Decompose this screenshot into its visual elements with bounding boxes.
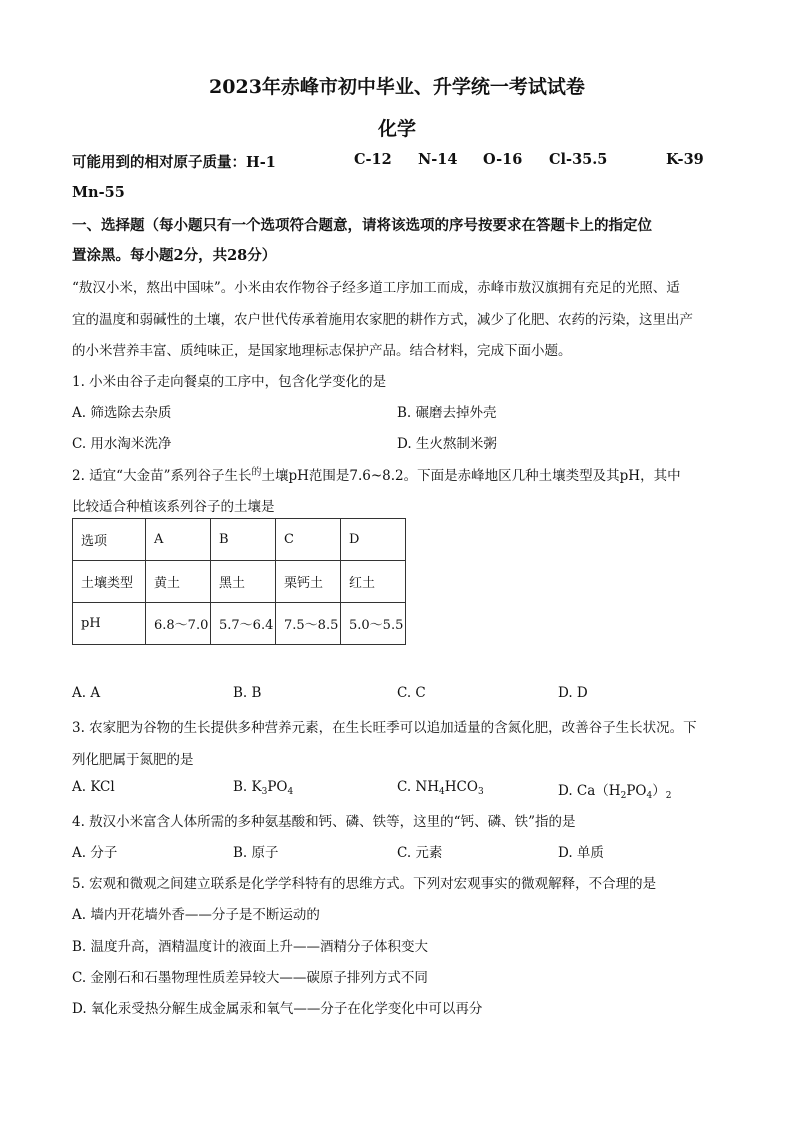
q3-option-b: B. $K_3PO_4$ <box>233 779 294 797</box>
q4-stem: 4. 敖汉小米富含人体所需的多种氨基酸和钙、磷、铁等，这里的“钙、磷、铁”指的是 <box>72 814 576 830</box>
q5-option-a: A. 墙内开花墙外香——分子是不断运动的 <box>72 907 320 923</box>
atomic-mass-k: K-39 <box>666 151 704 168</box>
q3-option-c: C. $NH_4HCO_3$ <box>397 779 484 797</box>
q1-option-b: B. 碾磨去掉外壳 <box>397 405 497 421</box>
table-cell: 5.7～6.4 <box>211 603 276 645</box>
exam-title: 2023年赤峰市初中毕业、升学统一考试试卷 <box>209 76 585 98</box>
q5-option-c: C. 金刚石和石墨物理性质差异较大——碳原子排列方式不同 <box>72 970 428 986</box>
table-cell: D <box>341 519 406 561</box>
q5-option-d: D. 氧化汞受热分解生成金属汞和氧气——分子在化学变化中可以再分 <box>72 1001 483 1017</box>
q4-option-d: D. 单质 <box>558 845 604 861</box>
table-row <box>73 603 406 645</box>
atomic-mass-cl: Cl-35.5 <box>549 151 608 168</box>
section-heading-line2: 置涂黑。每小题2分，共28分） <box>72 247 277 264</box>
table-cell: 6.8～7.0 <box>146 603 211 645</box>
q2-option-b: B. B <box>233 685 262 701</box>
q2-option-c: C. C <box>397 685 426 701</box>
subject-title: 化学 <box>377 118 416 140</box>
q1-option-d: D. 生火熬制米粥 <box>397 436 497 452</box>
q2-stem-line2: 比较适合种植该系列谷子的土壤是 <box>72 499 275 515</box>
q3-option-a: A. KCl <box>72 779 115 795</box>
q3-stem-line1: 3. 农家肥为谷物的生长提供多种营养元素，在生长旺季可以追加适量的含氮化肥，改善谷子生长状况。下 <box>72 720 697 736</box>
q2-option-d: D. D <box>558 685 588 701</box>
atomic-mass-o: O-16 <box>483 151 523 168</box>
section-heading-line1: 一、选择题（每小题只有一个选项符合题意，请将该选项的序号按要求在答题卡上的指定位 <box>72 217 652 234</box>
table-cell: C <box>276 519 341 561</box>
table-cell: B <box>211 519 276 561</box>
q1-option-c: C. 用水淘米洗净 <box>72 436 172 452</box>
table-cell: 5.0～5.5 <box>341 603 406 645</box>
q3-stem-line2: 列化肥属于氮肥的是 <box>72 752 194 768</box>
q1-stem: 1. 小米由谷子走向餐桌的工序中，包含化学变化的是 <box>72 374 387 390</box>
table-cell: 7.5～8.5 <box>276 603 341 645</box>
passage-line1: “敖汉小米，熬出中国味”。小米由农作物谷子经多道工序加工而成，赤峰市敖汉旗拥有充足的光照、适 <box>72 280 680 296</box>
table-cell: 栗钙土 <box>276 561 341 603</box>
q4-option-a: A. 分子 <box>72 845 118 861</box>
table-cell: 黑土 <box>211 561 276 603</box>
soil-ph-table <box>72 518 406 645</box>
q4-option-b: B. 原子 <box>233 845 279 861</box>
passage-line2: 宜的温度和弱碱性的土壤，农户世代传承着施用农家肥的耕作方式，减少了化肥、农药的污染，这里出产 <box>72 312 693 328</box>
atomic-mass-n: N-14 <box>418 151 458 168</box>
q2-stem-line1: 2. 适宜“大金苗”系列谷子生长$^的$土壤pH范围是7.6~8.2。下面是赤峰地区几种土壤类型及其pH，其中 <box>72 467 681 484</box>
atomic-mass-mn: Mn-55 <box>72 184 125 201</box>
table-row <box>73 519 406 561</box>
table-cell: 红土 <box>341 561 406 603</box>
table-cell: 黄土 <box>146 561 211 603</box>
q3-option-d: D. $Ca(H_2PO_4)_2$ <box>558 783 672 801</box>
q1-option-a: A. 筛选除去杂质 <box>72 405 172 421</box>
table-cell: 土壤类型 <box>73 561 146 603</box>
table-cell: pH <box>73 603 146 645</box>
table-cell: 选项 <box>73 519 146 561</box>
q4-option-c: C. 元素 <box>397 845 443 861</box>
table-cell: A <box>146 519 211 561</box>
atomic-mass-c: C-12 <box>354 151 392 168</box>
atomic-mass-label: 可能用到的相对原子质量：H-1 <box>72 154 276 171</box>
q5-stem: 5. 宏观和微观之间建立联系是化学学科特有的思维方式。下列对宏观事实的微观解释，不合理的是 <box>72 876 657 892</box>
q2-option-a: A. A <box>72 685 101 701</box>
table-row <box>73 561 406 603</box>
passage-line3: 的小米营养丰富、质纯味正，是国家地理标志保护产品。结合材料，完成下面小题。 <box>72 343 572 359</box>
q5-option-b: B. 温度升高，酒精温度计的液面上升——酒精分子体积变大 <box>72 939 429 955</box>
